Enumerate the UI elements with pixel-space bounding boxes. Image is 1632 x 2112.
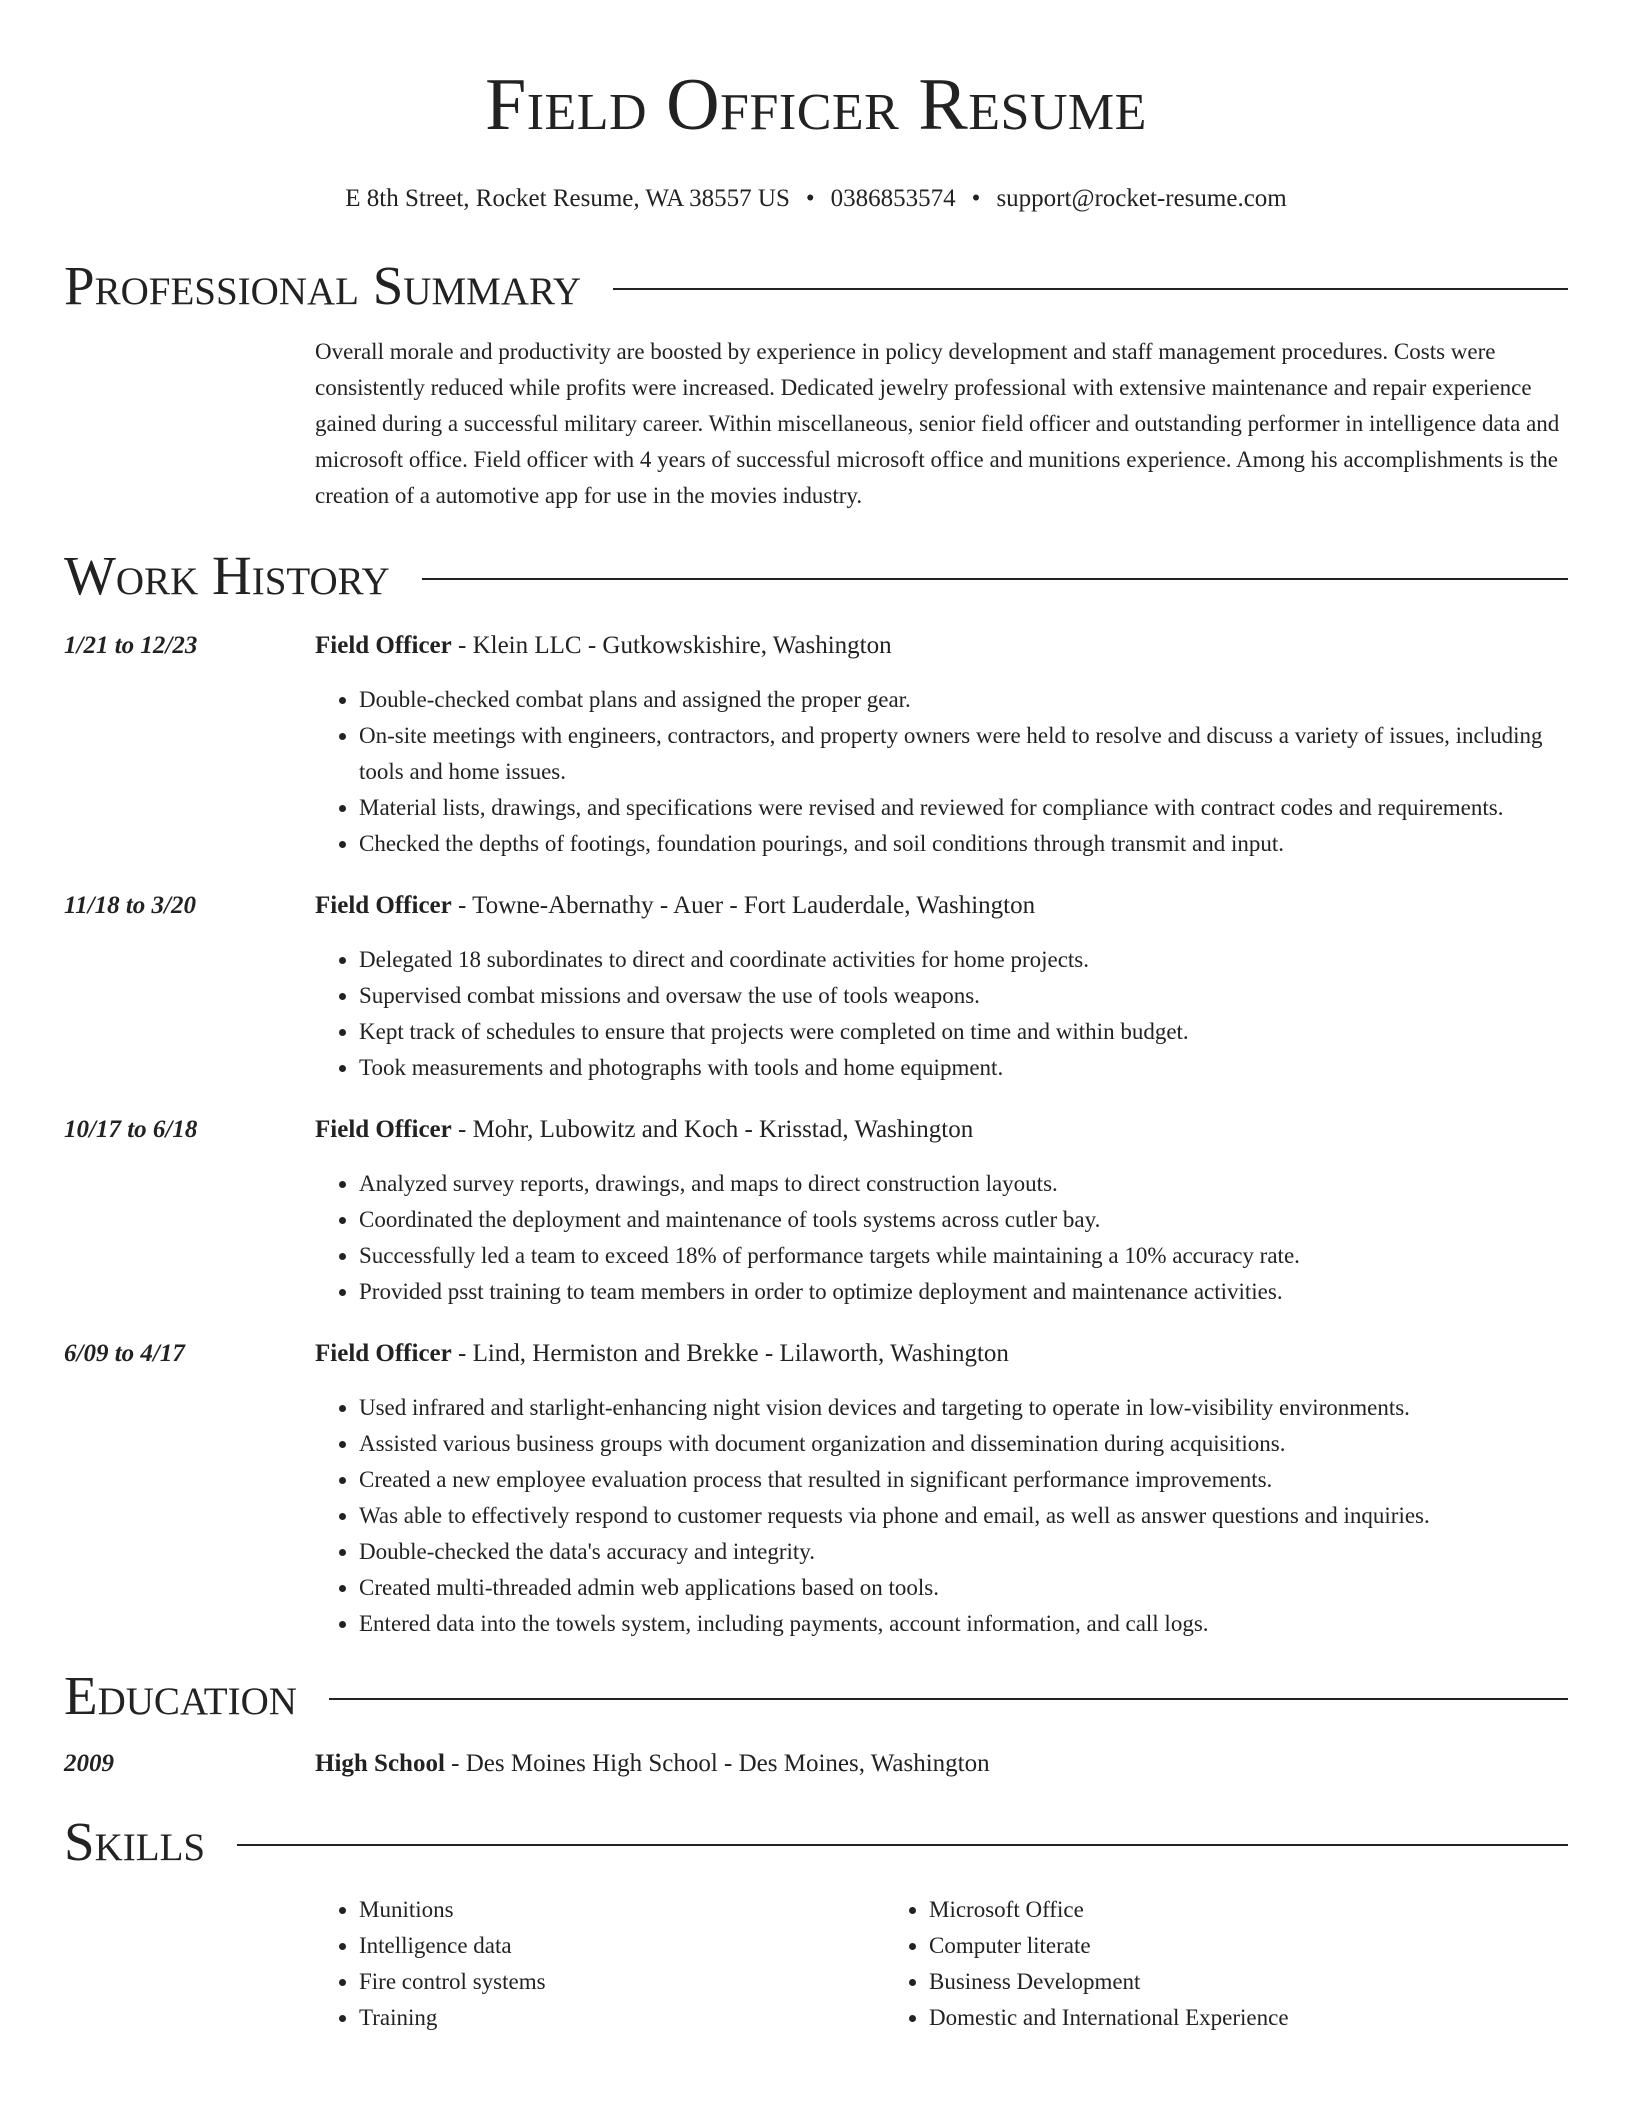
job-title: Field Officer bbox=[315, 632, 452, 659]
job-bullet: • Entered data into the towels system, including payments, account information, and call logs. bbox=[359, 1606, 1568, 1642]
skills-heading: Skills bbox=[64, 1811, 206, 1872]
summary-heading: Professional Summary bbox=[64, 255, 582, 316]
job-bullet: • Coordinated the deployment and maintenance of tools systems across cutler bay. bbox=[359, 1202, 1568, 1238]
skill-item: • Fire control systems bbox=[359, 1964, 885, 2000]
job-entry bbox=[64, 628, 1568, 862]
skill-item: • Microsoft Office bbox=[929, 1892, 1568, 1928]
job-bullet: • Assisted various business groups with document organization and dissemination during acquisitions. bbox=[359, 1426, 1568, 1462]
job-bullet: • Material lists, drawings, and specifications were revised and reviewed for compliance with contract codes and requirements. bbox=[359, 790, 1568, 826]
work-list bbox=[64, 628, 1568, 1642]
education-school: - Des Moines High School - Des Moines, Washington bbox=[444, 1750, 990, 1777]
education-section-header bbox=[64, 1664, 1568, 1728]
skills-list bbox=[315, 1892, 1568, 2036]
job-entry bbox=[64, 888, 1568, 1086]
education-heading: Education bbox=[64, 1665, 297, 1726]
skill-item: • Training bbox=[359, 2000, 885, 2036]
summary-section-header bbox=[64, 254, 1568, 318]
skill-item: • Business Development bbox=[929, 1964, 1568, 2000]
job-bullet: • Provided psst training to team members in order to optimize deployment and maintenance activities. bbox=[359, 1274, 1568, 1310]
section-divider bbox=[329, 1698, 1568, 1700]
skills-column-left bbox=[315, 1892, 885, 2036]
job-bullet: • Took measurements and photographs with tools and home equipment. bbox=[359, 1050, 1568, 1086]
job-entry bbox=[64, 1112, 1568, 1310]
resume-title: Field Officer Resume bbox=[485, 64, 1147, 146]
job-bullets bbox=[315, 1166, 1568, 1310]
contact-address: E 8th Street, Rocket Resume, WA 38557 US bbox=[345, 185, 790, 212]
job-body bbox=[315, 1336, 1568, 1642]
job-dates: 11/18 to 3/20 bbox=[64, 892, 196, 919]
job-bullet: • Created multi-threaded admin web applications based on tools. bbox=[359, 1570, 1568, 1606]
education-degree: High School bbox=[315, 1750, 445, 1777]
summary-text: Overall morale and productivity are boosted by experience in policy development and staff management procedures. Costs were consistently reduced while profits were increased. Dedicated jewelry professional with extensive maintenance and repair experience gained during a successful military career. Within miscellaneous, senior field officer and outstanding performer in intelligence data and microsoft office. Field officer with 4 years of successful microsoft office and munitions experience. Among his accomplishments is the creation of a automotive app for use in the movies industry. bbox=[315, 339, 1560, 508]
job-bullet: • Checked the depths of footings, foundation pourings, and soil conditions through transmit and input. bbox=[359, 826, 1568, 862]
job-bullet: • Kept track of schedules to ensure that projects were completed on time and within budget. bbox=[359, 1014, 1568, 1050]
education-header bbox=[315, 1746, 990, 1782]
work-section-header bbox=[64, 544, 1568, 608]
job-bullet: • On-site meetings with engineers, contractors, and property owners were held to resolve and discuss a variety of issues, including tools and home issues. bbox=[359, 718, 1568, 790]
job-employer: - Lind, Hermiston and Brekke - Lilaworth, Washington bbox=[451, 1340, 1009, 1367]
contact-separator: • bbox=[805, 185, 815, 212]
skill-item: • Munitions bbox=[359, 1892, 885, 1928]
skills-section-header bbox=[64, 1810, 1568, 1874]
job-title: Field Officer bbox=[315, 1340, 452, 1367]
contact-separator: • bbox=[971, 185, 981, 212]
job-bullet: • Double-checked the data's accuracy and integrity. bbox=[359, 1534, 1568, 1570]
job-bullets bbox=[315, 1390, 1568, 1642]
contact-line bbox=[64, 184, 1568, 214]
job-header bbox=[315, 1336, 1568, 1372]
job-entry bbox=[64, 1336, 1568, 1642]
education-entry bbox=[64, 1746, 1568, 1782]
job-dates: 1/21 to 12/23 bbox=[64, 632, 198, 659]
job-header bbox=[315, 1112, 1568, 1148]
job-dates: 6/09 to 4/17 bbox=[64, 1340, 185, 1367]
job-header bbox=[315, 888, 1568, 924]
contact-phone: 0386853574 bbox=[830, 185, 956, 212]
skill-item: • Computer literate bbox=[929, 1928, 1568, 1964]
skill-item: • Domestic and International Experience bbox=[929, 2000, 1568, 2036]
contact-email: support@rocket-resume.com bbox=[996, 185, 1287, 212]
job-bullet: • Supervised combat missions and oversaw the use of tools weapons. bbox=[359, 978, 1568, 1014]
job-bullet: • Delegated 18 subordinates to direct and coordinate activities for home projects. bbox=[359, 942, 1568, 978]
job-body bbox=[315, 888, 1568, 1086]
job-bullet: • Successfully led a team to exceed 18% of performance targets while maintaining a 10% accuracy rate. bbox=[359, 1238, 1568, 1274]
job-header bbox=[315, 628, 1568, 664]
job-title: Field Officer bbox=[315, 1116, 452, 1143]
job-title: Field Officer bbox=[315, 892, 452, 919]
job-dates: 10/17 to 6/18 bbox=[64, 1116, 198, 1143]
section-divider bbox=[422, 578, 1568, 580]
section-divider bbox=[237, 1844, 1568, 1846]
job-employer: - Towne-Abernathy - Auer - Fort Lauderdale, Washington bbox=[451, 892, 1036, 919]
job-bullets bbox=[315, 682, 1568, 862]
job-body bbox=[315, 628, 1568, 862]
job-bullet: • Analyzed survey reports, drawings, and maps to direct construction layouts. bbox=[359, 1166, 1568, 1202]
job-bullet: • Used infrared and starlight-enhancing night vision devices and targeting to operate in low-visibility environments. bbox=[359, 1390, 1568, 1426]
job-bullet: • Double-checked combat plans and assigned the proper gear. bbox=[359, 682, 1568, 718]
education-date: 2009 bbox=[64, 1750, 114, 1777]
work-heading: Work History bbox=[64, 545, 390, 606]
job-employer: - Mohr, Lubowitz and Koch - Krisstad, Washington bbox=[451, 1116, 974, 1143]
skills-column-right bbox=[885, 1892, 1568, 2036]
skill-item: • Intelligence data bbox=[359, 1928, 885, 1964]
job-body bbox=[315, 1112, 1568, 1310]
job-bullet: • Was able to effectively respond to customer requests via phone and email, as well as answer questions and inquiries. bbox=[359, 1498, 1568, 1534]
job-employer: - Klein LLC - Gutkowskishire, Washington bbox=[451, 632, 892, 659]
job-bullets bbox=[315, 942, 1568, 1086]
job-bullet: • Created a new employee evaluation process that resulted in significant performance improvements. bbox=[359, 1462, 1568, 1498]
section-divider bbox=[613, 288, 1568, 290]
